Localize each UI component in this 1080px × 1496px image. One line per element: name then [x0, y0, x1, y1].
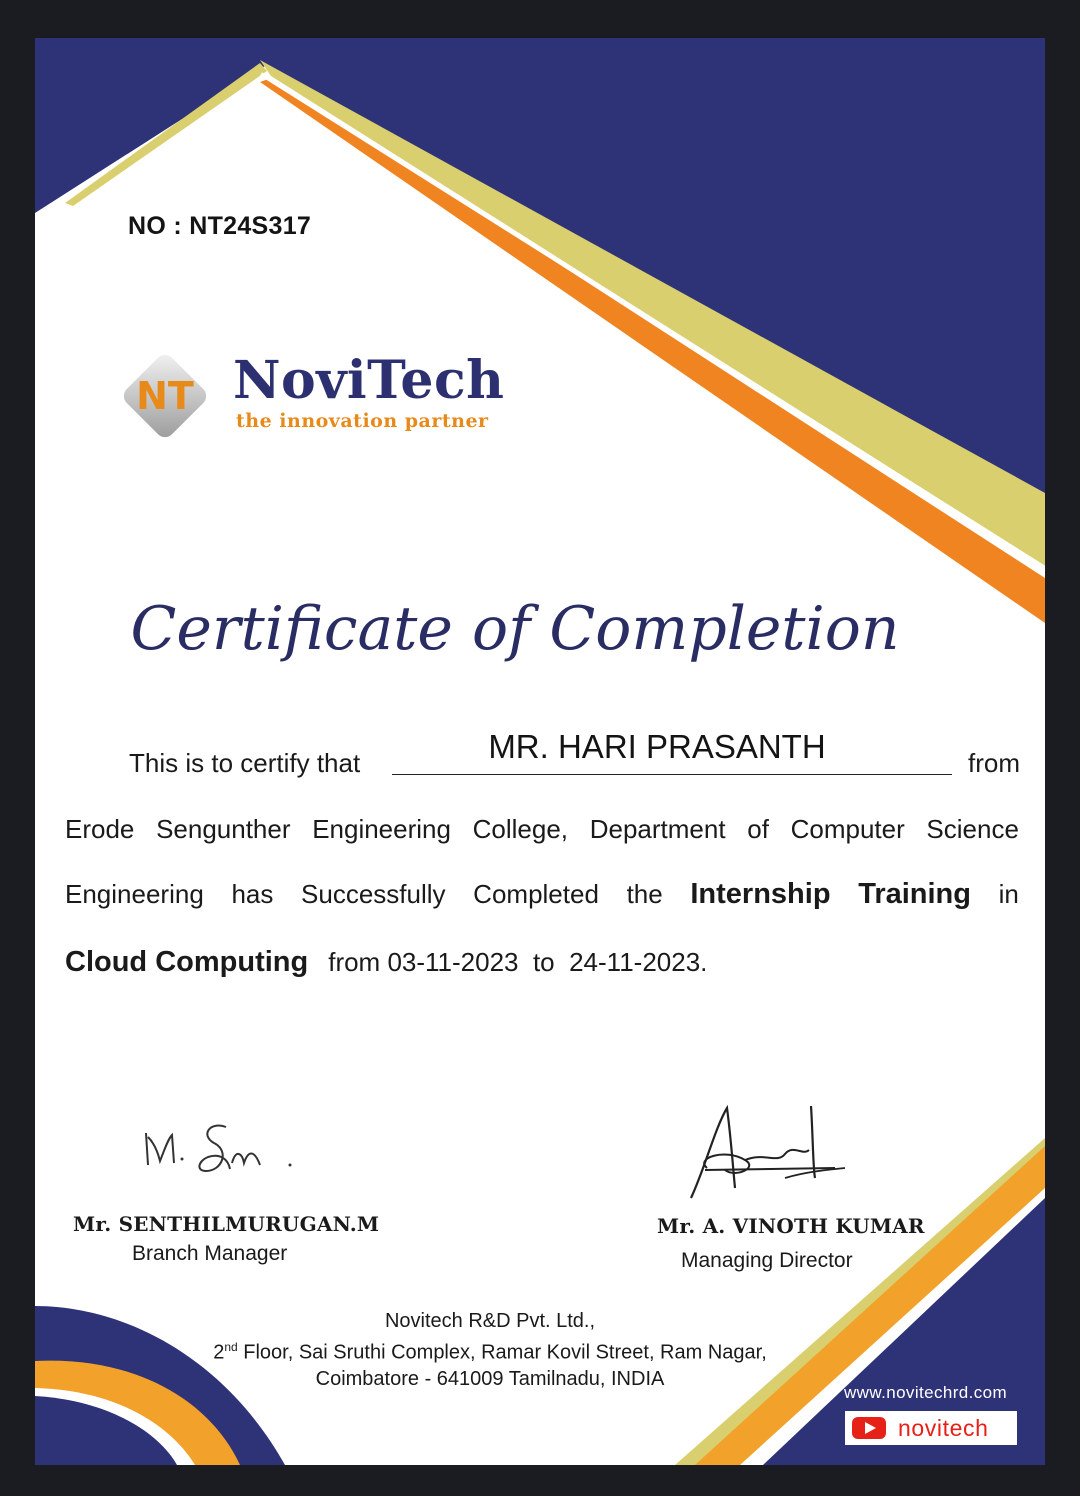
- word: in: [998, 879, 1019, 909]
- word: has: [231, 879, 274, 909]
- word: Successfully: [301, 879, 446, 909]
- program-word: Internship: [690, 878, 831, 910]
- youtube-channel-name: novitech: [898, 1414, 989, 1441]
- svg-text:NT: NT: [136, 374, 194, 418]
- course-name: Cloud Computing: [65, 946, 309, 978]
- word: Department: [589, 814, 726, 844]
- name-underline: [392, 774, 952, 775]
- word: Completed: [473, 879, 599, 909]
- signatory-role: Managing Director: [681, 1249, 853, 1272]
- word: Erode: [65, 814, 135, 844]
- signatory-name: Mr. SENTHILMURUGAN.M: [73, 1212, 380, 1236]
- word: Science: [926, 814, 1019, 844]
- address-line-2: [185, 1334, 795, 1366]
- certificate-title: Certificate of Completion: [130, 594, 900, 664]
- body-line-3: [65, 878, 1019, 911]
- recipient-name: MR. HARI PRASANTH: [488, 728, 826, 765]
- company-name: Novitech R&D Pvt. Ltd.,: [384, 1310, 596, 1332]
- signature-branch-manager: [140, 1113, 300, 1183]
- word: Engineering: [312, 814, 451, 844]
- body-line-2: [65, 814, 1019, 845]
- certificate-number: NO : NT24S317: [128, 212, 312, 240]
- word: Computer: [790, 814, 905, 844]
- address-line-2-rest: Floor, Sai Sruthi Complex, Ramar Kovil Street, Ram Nagar,: [237, 1341, 767, 1364]
- certificate: [35, 38, 1045, 1465]
- novitech-logo-mark: [115, 346, 215, 446]
- word: the: [626, 879, 663, 909]
- youtube-badge[interactable]: [845, 1411, 1017, 1445]
- signatory-role: Branch Manager: [132, 1242, 288, 1265]
- floor-suffix: nd: [224, 1340, 238, 1354]
- signatory-name: Mr. A. VINOTH KUMAR: [657, 1214, 925, 1238]
- word: Sengunther: [156, 814, 291, 844]
- program-word: Training: [858, 878, 971, 910]
- address-line-3: Coimbatore - 641009 Tamilnadu, INDIA: [315, 1367, 665, 1390]
- word: College,: [472, 814, 569, 844]
- training-period: from 03-11-2023 to 24-11-2023.: [328, 947, 708, 977]
- floor-number: 2: [213, 1341, 225, 1364]
- company-address: [185, 1308, 795, 1392]
- website-link[interactable]: www.novitechrd.com: [844, 1383, 1008, 1402]
- logo-wordmark: NoviTech: [233, 350, 505, 411]
- word: of: [747, 814, 769, 844]
- word: Engineering: [65, 879, 204, 909]
- logo-tagline: the innovation partner: [236, 410, 489, 432]
- intro-text: This is to certify that: [129, 748, 361, 778]
- from-word: from: [968, 748, 1020, 778]
- youtube-icon: [852, 1417, 886, 1439]
- body-line-4: [65, 946, 1019, 979]
- signature-managing-director: [685, 1098, 855, 1208]
